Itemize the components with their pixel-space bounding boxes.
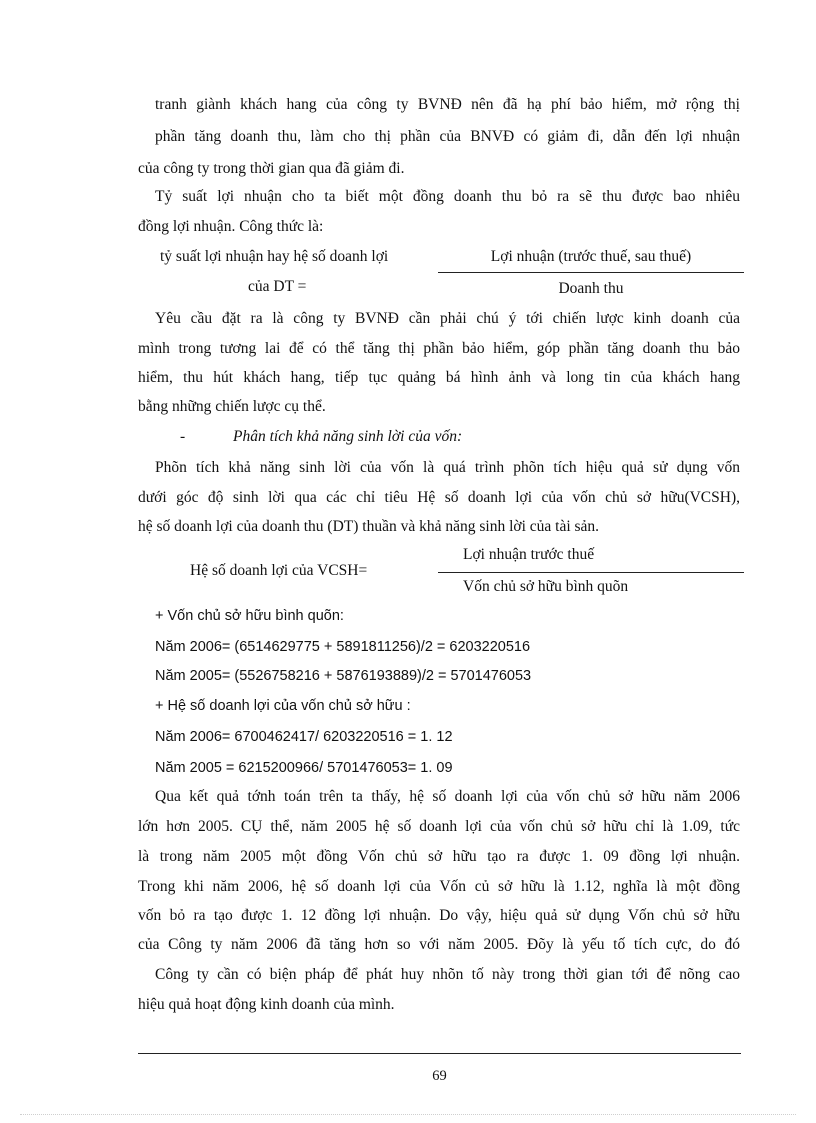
paragraph-line: hệ số doanh lợi của doanh thu (DT) thuần và khả năng sinh lời của tài sản. (138, 518, 600, 535)
calc-line: Năm 2005= (5526758216 + 5876193889)/2 = 5701476053 (155, 668, 532, 684)
paragraph-line: phần tăng doanh thu, làm cho thị phần của BNVĐ có giảm đi, dẫn đến lợi nhuận (155, 128, 740, 145)
formula-label: tỷ suất lợi nhuận hay hệ số doanh lợi (160, 248, 389, 265)
formula-label: của DT = (248, 278, 307, 295)
paragraph-line: là trong năm 2005 một đồng Vốn chủ sở hữu tạo ra được 1. 09 đồng lợi nhuận. (138, 848, 740, 865)
fraction-bar (438, 272, 744, 273)
formula-denominator: Vốn chủ sở hữu bình quõn (463, 578, 629, 595)
paragraph-line: lớn hơn 2005. CỤ thể, năm 2005 hệ số doanh lợi của vốn chủ sở hữu chỉ là 1.09, tức (138, 818, 740, 835)
paragraph-line: Qua kết quả tớnh toán trên ta thấy, hệ số doanh lợi của vốn chủ sở hữu năm 2006 (155, 788, 740, 805)
paragraph-line: Phõn tích khả năng sinh lời của vốn là quá trình phõn tích hiệu quả sử dụng vốn (155, 459, 740, 476)
calc-line: + Hệ số doanh lợi của vốn chủ sở hữu : (155, 698, 411, 714)
paragraph-line: hiểm, thu hút khách hang, tiếp tục quảng bá hình ảnh và long tin của khách hang (138, 369, 740, 386)
calc-line: Năm 2006= 6700462417/ 6203220516 = 1. 12 (155, 729, 453, 745)
formula-denominator: Doanh thu (558, 280, 624, 297)
paragraph-line: của công ty trong thời gian qua đã giảm đi. (138, 160, 405, 177)
paragraph-line: tranh giành khách hang của công ty BVNĐ nên đã hạ phí bảo hiểm, mở rộng thị (155, 96, 740, 113)
page-edge-dotted (20, 1114, 796, 1115)
formula-label: Hệ số doanh lợi của VCSH= (190, 562, 368, 579)
calc-line: + Vốn chủ sở hữu bình quõn: (155, 608, 344, 624)
paragraph-line: Yêu cầu đặt ra là công ty BVNĐ cần phải chú ý tới chiến lược kinh doanh của (155, 310, 740, 327)
paragraph-line: vốn bỏ ra tạo được 1. 12 đồng lợi nhuận. Do vậy, hiệu quả sử dụng Vốn chủ sở hữu (138, 907, 740, 924)
section-bullet: - (180, 428, 186, 445)
paragraph-line: đồng lợi nhuận. Công thức là: (138, 218, 324, 235)
formula-numerator: Lợi nhuận (trước thuế, sau thuế) (490, 248, 692, 265)
paragraph-line: của Công ty năm 2006 đã tăng hơn so với năm 2005. Đõy là yếu tố tích cực, do đó (138, 936, 740, 953)
paragraph-line: mình trong tương lai để có thể tăng thị phần bảo hiểm, góp phần tăng doanh thu bảo (138, 340, 740, 357)
paragraph-line: Tỷ suất lợi nhuận cho ta biết một đồng doanh thu bỏ ra sẽ thu được bao nhiêu (155, 188, 740, 205)
footer-rule (138, 1053, 741, 1054)
paragraph-line: hiệu quả hoạt động kinh doanh của mình. (138, 996, 395, 1013)
calc-line: Năm 2005 = 6215200966/ 5701476053= 1. 09 (155, 760, 453, 776)
paragraph-line: dưới góc độ sinh lời qua các chỉ tiêu Hệ số doanh lợi của vốn chủ sở hữu(VCSH), (138, 489, 740, 506)
paragraph-line: bằng những chiến lược cụ thể. (138, 398, 326, 415)
formula-numerator: Lợi nhuận trước thuế (463, 546, 595, 563)
paragraph-line: Công ty cần có biện pháp để phát huy nhõn tố này trong thời gian tới để nõng cao (155, 966, 740, 983)
calc-line: Năm 2006= (6514629775 + 5891811256)/2 = 6203220516 (155, 639, 531, 655)
fraction-bar (438, 572, 744, 573)
paragraph-line: Trong khi năm 2006, hệ số doanh lợi của Vốn củ sở hữu là 1.12, nghĩa là một đồng (138, 878, 740, 895)
page-number: 69 (432, 1068, 447, 1084)
section-heading: Phân tích khả năng sinh lời của vốn: (233, 428, 463, 445)
